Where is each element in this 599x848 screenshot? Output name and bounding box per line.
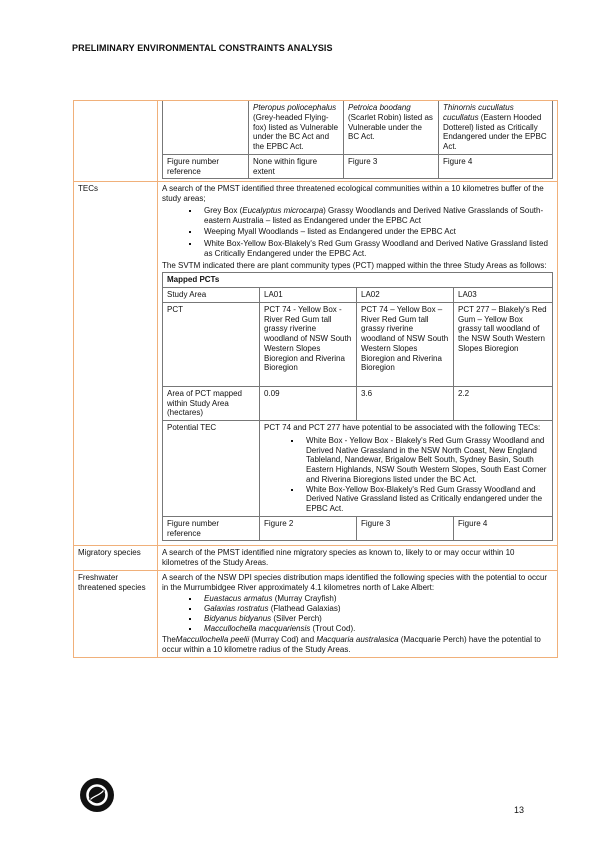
- list-item: ▪ Maccullochella macquariensis (Trout Cod).: [200, 624, 553, 634]
- freshwater-closing: TheMaccullochella peelii (Murray Cod) and Macquaria australasica (Macquarie Perch) have the potential to occur within a 10 kilometre radius of the Study Areas.: [162, 635, 541, 654]
- list-item: ▪ Euastacus armatus (Murray Crayfish): [200, 594, 553, 604]
- study-area: LA01: [260, 288, 357, 303]
- svtm-text: The SVTM indicated there are plant community types (PCT) mapped within the three Study Areas as follows:: [162, 260, 547, 270]
- row-label: TECs: [74, 182, 158, 546]
- page-header: PRELIMINARY ENVIRONMENTAL CONSTRAINTS ANALYSIS: [72, 43, 333, 53]
- list-item: ▪ White Box-Yellow Box-Blakely's Red Gum Grassy Woodland and Derived Native Grassland listed as Critically endangered under the EPBC Act.: [302, 485, 548, 514]
- table-row: [74, 182, 558, 546]
- migratory-text: A search of the PMST identified nine migratory species as known to, likely to or may occur within 10 kilometres of the Study Areas.: [158, 546, 558, 571]
- figure-ref: Figure 3: [357, 516, 454, 541]
- tecs-intro: A search of the PMST identified three threatened ecological communities within a 10 kilometres buffer of the study areas;: [162, 184, 544, 203]
- tecs-list: [162, 206, 553, 259]
- list-item: ▪ White Box - Yellow Box - Blakely's Red Gum Grassy Woodland and Derived Native Grassland in the NSW North Coast, New England Tableland, Nandewar, Brigalow Belt South, Sydney Basin, South Eastern Highlands, NSW South Western Slopes, South East Corner and Riverina Bioregions listed under the BC Act.: [302, 436, 548, 485]
- figure-ref: None within figure extent: [249, 154, 344, 179]
- pct-cell: PCT 74 - Yellow Box - River Red Gum tall grassy riverine woodland of NSW South Western Slopes Bioregion and Riverina Bioregion: [260, 302, 357, 386]
- logo-mark-icon: [80, 778, 114, 812]
- list-item: ▪ Bidyanus bidyanus (Silver Perch): [200, 614, 553, 624]
- table-row: [74, 546, 558, 571]
- pct-cell: PCT 74 – Yellow Box – River Red Gum tall grassy riverine woodland of NSW South Western Slopes Bioregion and Riverina Bioregion: [357, 302, 454, 386]
- freshwater-list: [162, 594, 553, 633]
- freshwater-intro: A search of the NSW DPI species distribution maps identified the following species with the potential to occur in the Murrumbidgee River approximately 4.1 kilometres north of Lake Albert:: [162, 572, 548, 592]
- potential-tec-intro: PCT 74 and PCT 277 have potential to be associated with the following TECs:: [264, 423, 541, 432]
- study-area: LA03: [454, 288, 553, 303]
- study-area: LA02: [357, 288, 454, 303]
- pct-table: [162, 272, 553, 541]
- figure-ref: Figure 3: [344, 154, 439, 179]
- figure-ref: Figure 2: [260, 516, 357, 541]
- pct-heading: Mapped PCTs: [163, 273, 553, 288]
- table-row: [74, 570, 558, 657]
- figure-label: Figure number reference: [163, 516, 260, 541]
- potential-tec-list: [264, 436, 548, 514]
- potential-tec-label: Potential TEC: [163, 421, 260, 517]
- study-area-label: Study Area: [163, 288, 260, 303]
- area-label: Area of PCT mapped within Study Area (hectares): [163, 386, 260, 420]
- list-item: ▪ White Box-Yellow Box-Blakely's Red Gum Grassy Woodland and Derived Native Grassland listed as Critically Endangered under the EPBC Act.: [200, 239, 553, 259]
- species-cell: Thinornis cucullatus cucullatus (Eastern Hooded Dotterel) listed as Critically Endangered under the EPBC Act.: [439, 101, 553, 154]
- figure-label: Figure number reference: [163, 154, 249, 179]
- list-item: ▪ Galaxias rostratus (Flathead Galaxias): [200, 604, 553, 614]
- figure-ref: Figure 4: [454, 516, 553, 541]
- pct-label: PCT: [163, 302, 260, 386]
- pct-cell: PCT 277 – Blakely's Red Gum – Yellow Box grassy tall woodland of the NSW South Western Slopes Bioregion: [454, 302, 553, 386]
- figure-ref: Figure 4: [439, 154, 553, 179]
- area-value: 0.09: [260, 386, 357, 420]
- list-item: ▪ Weeping Myall Woodlands – listed as Endangered under the EPBC Act: [200, 227, 553, 237]
- species-cell: Petroica boodang (Scarlet Robin) listed as Vulnerable under the BC Act.: [344, 101, 439, 154]
- row-label: Migratory species: [74, 546, 158, 571]
- table-row: [74, 101, 558, 182]
- constraints-table: [73, 100, 558, 658]
- row-label: Freshwater threatened species: [74, 570, 158, 657]
- area-value: 3.6: [357, 386, 454, 420]
- area-value: 2.2: [454, 386, 553, 420]
- species-cell: Pteropus poliocephalus (Grey-headed Flying-fox) listed as Vulnerable under the BC Act and the EPBC Act.: [249, 101, 344, 154]
- list-item: ▪ Grey Box (Eucalyptus microcarpa) Grassy Woodlands and Derived Native Grasslands of South-eastern Australia – listed as Endangered under the EPBC Act: [200, 206, 553, 226]
- page-number: 13: [514, 805, 525, 815]
- company-logo: [80, 778, 114, 812]
- species-table: [162, 101, 553, 179]
